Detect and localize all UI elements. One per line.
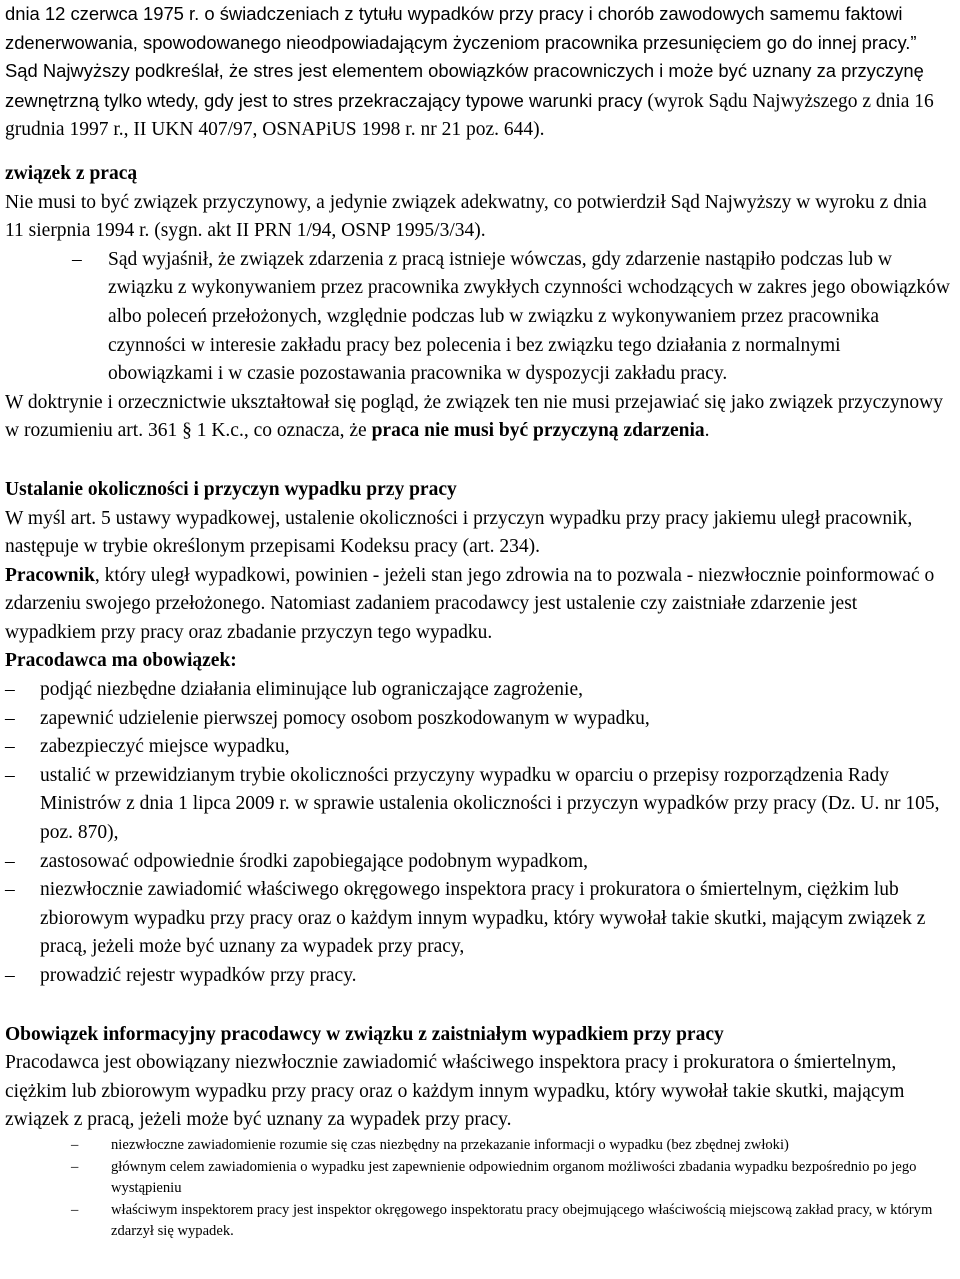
dash-bullet: – bbox=[5, 679, 15, 701]
obowiazek-paragraph: Pracodawca jest obowiązany niezwłocznie zawiadomić właściwego inspektora pracy i prokuratora o śmiertelnym, ciężkim lub zbiorowym wypadku przy pracy oraz o każdym innym wypadku, który wywołał takie skutki, mającym związek z pracą, jeżeli może być uznany za wypadek przy pracy. bbox=[5, 1052, 905, 1131]
notes-list bbox=[5, 1135, 950, 1243]
dash-bullet: – bbox=[71, 1158, 79, 1175]
list-item bbox=[5, 962, 950, 991]
list-item-text: niezwłocznie zawiadomić właściwego okręgowego inspektora pracy i prokuratora o śmiertelnym, ciężkim lub zbiorowym wypadku przy pracy oraz o każdym innym wypadku, który wywołał takie skutki, mającym związek z pracą, jeżeli może być uznany za wypadek przy pracy, bbox=[40, 879, 926, 958]
section-heading-zwiazek: związek z pracą bbox=[5, 162, 138, 184]
list-item bbox=[5, 705, 950, 734]
doctrine-end: . bbox=[704, 420, 710, 442]
spacer bbox=[5, 446, 950, 476]
pracownik-bold: Pracownik bbox=[5, 564, 95, 586]
list-item bbox=[5, 1200, 950, 1243]
list-item bbox=[5, 848, 950, 877]
dash-bullet: – bbox=[5, 965, 15, 986]
duties-heading: Pracodawca ma obowiązek: bbox=[5, 650, 237, 672]
supreme-court-paragraph bbox=[5, 57, 950, 145]
dash-bullet: – bbox=[5, 707, 15, 729]
list-item bbox=[5, 1135, 950, 1157]
section-heading-obowiazek: Obowiązek informacyjny pracodawcy w związku z zaistniałym wypadkiem przy pracy bbox=[5, 1023, 724, 1045]
list-item-text: właściwym inspektorem pracy jest inspektor okręgowego inspektoratu pracy obejmującego właściwością miejscową zakład pracy, w którym zdarzył się wypadek. bbox=[111, 1201, 933, 1240]
list-item bbox=[5, 676, 950, 705]
zwiazek-indented-item bbox=[5, 246, 950, 389]
doctrine-text: W doktrynie i orzecznictwie ukształtował się pogląd, że związek ten nie musi przejawiać się jako związek przyczynowy w rozumieniu art. 361 § 1 K.c., co oznacza, że bbox=[5, 391, 943, 442]
list-item bbox=[5, 1157, 950, 1200]
indented-text: Sąd wyjaśnił, że związek zdarzenia z pracą istnieje wówczas, gdy zdarzenie nastąpiło podczas lub w związku z wykonywaniem przez pracownika zwykłych czynności wchodzących w zakres jego obowiązków albo poleceń przełożonych, względnie podczas lub w związku z wykonywaniem przez pracownika czynności w interesie zakładu pracy bez polecenia i bez związku tego działania z normalnymi obowiązkami i w czasie pozostawania pracownika w dyspozycji zakładu pracy. bbox=[108, 248, 950, 385]
dash-bullet: – bbox=[5, 736, 15, 758]
list-item bbox=[5, 876, 950, 962]
duties-list bbox=[5, 676, 950, 991]
dash-bullet: – bbox=[5, 879, 15, 901]
pracownik-text: , który uległ wypadkowi, powinien - jeżeli stan jego zdrowia na to pozwala - niezwłocznie poinformować o zdarzeniu swojego przełożonego. Natomiast zadaniem pracodawcy jest ustalenie czy zaistniałe zdarzenie jest wypadkiem przy pracy oraz zbadanie przyczyn tego wypadku. bbox=[5, 564, 935, 643]
stress-text: Sąd Najwyższy podkreślał, że stres jest elementem obowiązków pracowniczych i może być uznany za przyczynę zewnętrzną tylko wtedy, gdy jest to stres przekraczający typowe warunki pracy bbox=[5, 60, 924, 111]
list-item bbox=[5, 762, 950, 848]
list-item-text: zapewnić udzielenie pierwszej pomocy osobom poszkodowanym w wypadku, bbox=[40, 707, 650, 729]
list-item bbox=[5, 733, 950, 762]
dash-bullet: – bbox=[71, 1136, 79, 1153]
pracownik-paragraph bbox=[5, 562, 950, 648]
list-item-text: zastosować odpowiednie środki zapobiegające podobnym wypadkom, bbox=[40, 850, 589, 872]
list-item-text: prowadzić rejestr wypadków przy pracy. bbox=[40, 965, 357, 986]
dash-bullet: – bbox=[5, 850, 15, 872]
list-item-text: ustalić w przewidzianym trybie okoliczności przyczyny wypadku w oparciu o przepisy rozporządzenia Rady Ministrów z dnia 1 lipca 2009 r. w sprawie ustalenia okoliczności i przyczyn wypadków przy pracy (Dz. U. nr 105, poz. 870), bbox=[40, 764, 940, 844]
list-item-text: głównym celem zawiadomienia o wypadku jest zapewnienie odpowiednim organom możliwości zbadania wypadku bezpośrednio po jego wystąpieniu bbox=[111, 1158, 917, 1197]
doctrine-bold: praca nie musi być przyczyną zdarzenia bbox=[371, 420, 705, 442]
stress-citation: (wyrok Sądu Najwyższego z dnia 16 grudnia 1997 r., II UKN 407/97, OSNAPiUS 1998 r. nr 21 poz. 644). bbox=[5, 90, 934, 141]
zwiazek-paragraph: Nie musi to być związek przyczynowy, a jedynie związek adekwatny, co potwierdził Sąd Najwyższy w wyroku z dnia 11 sierpnia 1994 r. (sygn. akt II PRN 1/94, OSNP 1995/3/34). bbox=[5, 191, 927, 242]
section-heading-ustalanie: Ustalanie okoliczności i przyczyn wypadku przy pracy bbox=[5, 478, 457, 500]
dash-bullet: – bbox=[72, 248, 82, 270]
dash-bullet: – bbox=[5, 764, 15, 786]
intro-paragraph: dnia 12 czerwca 1975 r. o świadczeniach z tytułu wypadków przy pracy i chorób zawodowych samemu faktowi zdenerwowania, spowodowanego nieodpowiadającym życzeniom pracownika przesunięciem go do innej pracy.” bbox=[5, 3, 917, 53]
spacer bbox=[5, 145, 950, 160]
dash-bullet: – bbox=[71, 1201, 79, 1218]
list-item-text: niezwłoczne zawiadomienie rozumie się czas niezbędny na przekazanie informacji o wypadku (bez zbędnej zwłoki) bbox=[111, 1136, 789, 1153]
list-item-text: podjąć niezbędne działania eliminujące lub ograniczające zagrożenie, bbox=[40, 679, 583, 701]
list-item-text: zabezpieczyć miejsce wypadku, bbox=[40, 736, 290, 758]
spacer bbox=[5, 991, 950, 1021]
doctrine-paragraph bbox=[5, 389, 950, 446]
ustalanie-paragraph: W myśl art. 5 ustawy wypadkowej, ustalenie okoliczności i przyczyn wypadku przy pracy jakiemu uległ pracownik, następuje w trybie określonym przepisami Kodeksu pracy (art. 234). bbox=[5, 507, 913, 558]
